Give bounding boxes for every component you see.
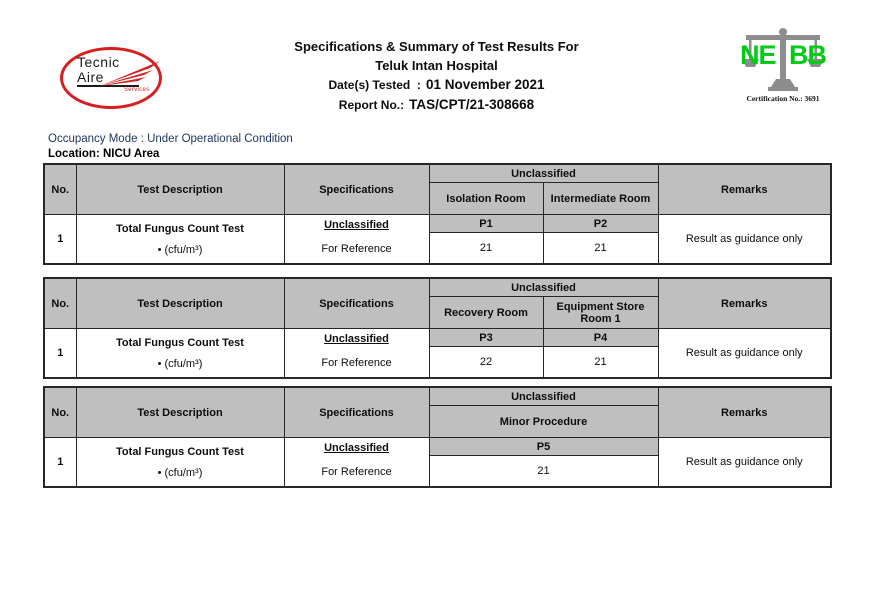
test-unit: • (cfu/m³) (157, 466, 203, 479)
spec-reference: For Reference (321, 242, 392, 255)
nebb-letters (739, 42, 827, 69)
remarks-cell: Result as guidance only (658, 438, 831, 488)
occupancy-mode-line: Occupancy Mode : Under Operational Condition (48, 133, 293, 145)
date-tested-label: Date(s) Tested : (328, 78, 421, 92)
test-description-cell (76, 215, 284, 265)
col-header-test-description: Test Description (76, 164, 284, 215)
results-table-3 (43, 386, 832, 488)
nebb-letters-left: NE (740, 40, 776, 70)
date-tested-value: 01 November 2021 (425, 77, 545, 92)
spec-class: Unclassified (324, 218, 389, 231)
col-header-no: No. (44, 387, 76, 438)
col-header-remarks: Remarks (658, 278, 831, 329)
room-header: Intermediate Room (543, 183, 658, 215)
test-unit: • (cfu/m³) (157, 357, 203, 370)
results-table-2 (43, 277, 832, 379)
col-header-unclassified: Unclassified (429, 164, 658, 183)
col-header-specifications: Specifications (284, 278, 429, 329)
nebb-letters-right: BB (789, 40, 826, 70)
col-header-no: No. (44, 164, 76, 215)
room-header: Isolation Room (429, 183, 543, 215)
row-number: 1 (44, 329, 76, 379)
spec-reference: For Reference (321, 356, 392, 369)
col-header-test-description: Test Description (76, 278, 284, 329)
remarks-cell: Result as guidance only (658, 215, 831, 265)
logo-text-aire: Aire (77, 69, 104, 85)
spec-class: Unclassified (324, 441, 389, 454)
sample-point: P1 (429, 215, 543, 233)
col-header-unclassified: Unclassified (429, 278, 658, 297)
report-title-hospital: Teluk Intan Hospital (375, 58, 498, 73)
col-header-remarks: Remarks (658, 164, 831, 215)
sample-point: P2 (543, 215, 658, 233)
spec-class: Unclassified (324, 332, 389, 345)
col-header-no: No. (44, 278, 76, 329)
test-name: Total Fungus Count Test (116, 222, 244, 235)
room-header: Recovery Room (429, 297, 543, 329)
specifications-cell (284, 215, 429, 265)
nebb-certification-number: Certification No.: 3691 (746, 94, 820, 103)
result-value: 21 (543, 233, 658, 265)
test-name: Total Fungus Count Test (116, 336, 244, 349)
result-value: 21 (429, 456, 658, 488)
specifications-cell (284, 438, 429, 488)
nebb-scale-art (739, 27, 827, 91)
remarks-cell: Result as guidance only (658, 329, 831, 379)
logo-text-tecnic: Tecnic (77, 54, 120, 70)
row-number: 1 (44, 438, 76, 488)
col-header-unclassified: Unclassified (429, 387, 658, 406)
test-unit: • (cfu/m³) (157, 243, 203, 256)
result-value: 21 (429, 233, 543, 265)
sample-point: P4 (543, 329, 658, 347)
nebb-logo (731, 27, 835, 103)
col-header-specifications: Specifications (284, 387, 429, 438)
room-header: Equipment Store Room 1 (543, 297, 658, 329)
room-header: Minor Procedure (429, 406, 658, 438)
result-value: 22 (429, 347, 543, 379)
col-header-remarks: Remarks (658, 387, 831, 438)
col-header-specifications: Specifications (284, 164, 429, 215)
report-no-value: TAS/CPT/21-308668 (409, 97, 535, 112)
location-line: Location: NICU Area (48, 148, 160, 160)
test-description-cell (76, 438, 284, 488)
report-title-line1: Specifications & Summary of Test Results For (294, 39, 579, 54)
sample-point: P5 (429, 438, 658, 456)
report-no-label: Report No.: (338, 98, 405, 112)
col-header-test-description: Test Description (76, 387, 284, 438)
spec-reference: For Reference (321, 465, 392, 478)
specifications-cell (284, 329, 429, 379)
test-name: Total Fungus Count Test (116, 445, 244, 458)
sample-point: P3 (429, 329, 543, 347)
test-description-cell (76, 329, 284, 379)
results-table-1 (43, 163, 832, 265)
result-value: 21 (543, 347, 658, 379)
logo-text-services: Services (124, 87, 150, 93)
row-number: 1 (44, 215, 76, 265)
